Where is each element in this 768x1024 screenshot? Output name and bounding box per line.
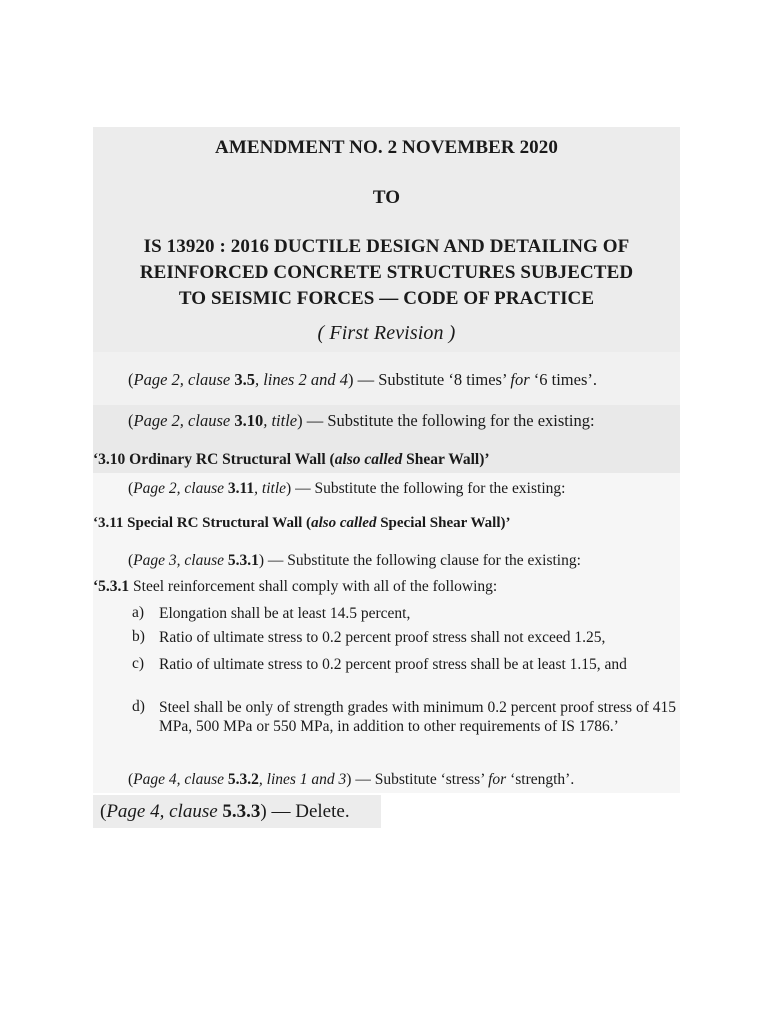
list-item: d) Steel shall be only of strength grades with minimum 0.2 percent proof stress of 415 MPa, 500 MPa or 550 MPa, in addition to other requirements of IS 1786.’ <box>132 698 677 735</box>
list-item: c) Ratio of ultimate stress to 0.2 percent proof stress shall be at least 1.15, and <box>132 655 627 673</box>
revision-note: ( First Revision ) <box>317 322 456 344</box>
standard-title-line-3: TO SEISMIC FORCES — CODE OF PRACTICE <box>178 288 595 309</box>
standard-title-line-2: REINFORCED CONCRETE STRUCTURES SUBJECTED <box>139 262 634 283</box>
clause-3-10-title: ‘3.10 Ordinary RC Structural Wall (also called Shear Wall)’ <box>93 451 490 468</box>
amendment-header <box>93 127 680 352</box>
standard-title-line-1: IS 13920 : 2016 DUCTILE DESIGN AND DETAILING OF <box>143 236 630 257</box>
to-heading: TO <box>372 187 401 208</box>
amendment-4: (Page 3, clause 5.3.1) — Substitute the following clause for the existing: <box>128 552 581 569</box>
clause-5-3-1-intro: ‘5.3.1 Steel reinforcement shall comply with all of the following: <box>93 578 498 595</box>
amendment-2: (Page 2, clause 3.10, title) — Substitute the following for the existing: <box>128 411 595 430</box>
amendment-1: (Page 2, clause 3.5, lines 2 and 4) — Substitute ‘8 times’ for ‘6 times’. <box>128 370 598 389</box>
amendment-5: (Page 4, clause 5.3.2, lines 1 and 3) — Substitute ‘stress’ for ‘strength’. <box>128 771 575 788</box>
list-item: a) Elongation shall be at least 14.5 percent, <box>132 604 411 622</box>
amendment-heading: AMENDMENT NO. 2 NOVEMBER 2020 <box>215 137 558 158</box>
amendment-3: (Page 2, clause 3.11, title) — Substitute the following for the existing: <box>128 480 566 497</box>
clause-3-11-title: ‘3.11 Special RC Structural Wall (also called Special Shear Wall)’ <box>93 515 511 531</box>
amendment-6: (Page 4, clause 5.3.3) — Delete. <box>100 801 350 822</box>
list-item: b) Ratio of ultimate stress to 0.2 percent proof stress shall not exceed 1.25, <box>132 628 606 646</box>
